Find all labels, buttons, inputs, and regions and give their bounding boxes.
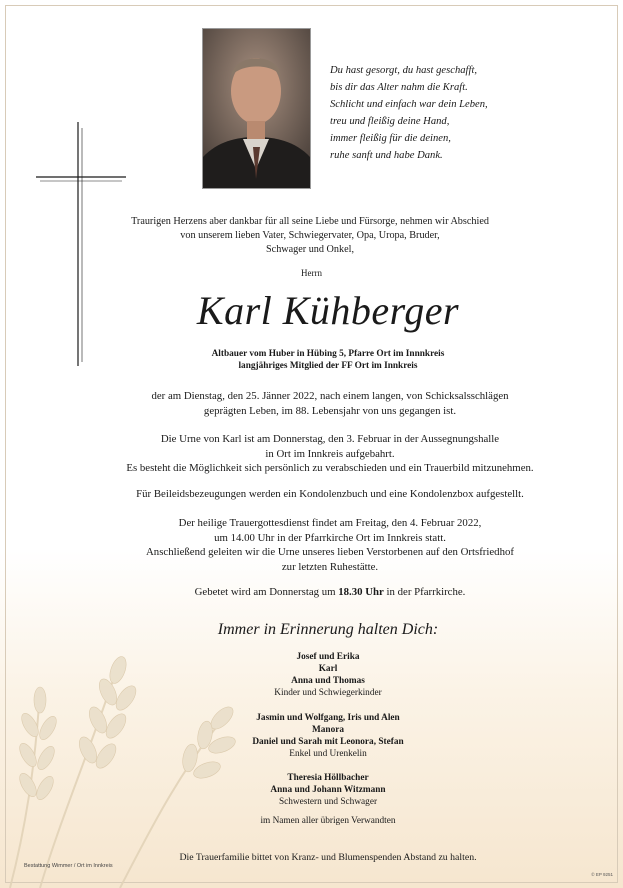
- family-relation: Kinder und Schwiegerkinder: [274, 688, 382, 698]
- prayer-paragraph: [40, 585, 620, 600]
- intro-line: Schwager und Onkel,: [266, 244, 354, 255]
- intro-text: [100, 215, 520, 257]
- prayer-suffix: in der Pfarrkirche.: [383, 586, 466, 598]
- death-paragraph: [40, 389, 620, 418]
- intro-line: Traurigen Herzens aber dankbar für all seine Liebe und Fürsorge, nehmen wir Abschied: [131, 216, 489, 227]
- paragraph-line: in Ort im Innkreis aufgebahrt.: [265, 447, 395, 460]
- paragraph-line: um 14.00 Uhr in der Pfarrkirche Ort im Innkreis statt.: [214, 531, 446, 544]
- funeral-home-credit: Bestattung Wimmer / Ort im Innkreis: [24, 863, 113, 869]
- family-names: Josef und Erika: [296, 652, 360, 662]
- paragraph-line: Der heilige Trauergottesdienst findet am Freitag, den 4. Februar 2022,: [178, 517, 482, 529]
- poem-line: Schlicht und einfach war dein Leben,: [330, 99, 488, 110]
- footer-note: Die Trauerfamilie bittet von Kranz- und Blumenspenden Abstand zu halten.: [179, 852, 477, 863]
- memory-heading: Immer in Erinnerung halten Dich:: [217, 621, 439, 638]
- family-relation: Enkel und Urenkelin: [289, 749, 367, 759]
- intro-line: von unserem lieben Vater, Schwiegervater, Opa, Uropa, Bruder,: [180, 230, 440, 241]
- poem-line: ruhe sanft und habe Dank.: [330, 150, 443, 161]
- deceased-subtitle: [0, 348, 623, 372]
- prayer-prefix: Gebetet wird am Donnerstag um: [194, 586, 339, 598]
- other-relatives: im Namen aller übrigen Verwandten: [260, 816, 396, 826]
- family-names: Daniel und Sarah mit Leonora, Stefan: [252, 737, 404, 747]
- portrait-image: [203, 29, 310, 188]
- subtitle-line: langjähriges Mitglied der FF Ort im Innkreis: [238, 361, 418, 371]
- family-names: Manora: [311, 725, 345, 735]
- poem-line: immer fleißig für die deinen,: [330, 133, 451, 144]
- family-relation: Schwestern und Schwager: [278, 797, 378, 807]
- family-names: Jasmin und Wolfgang, Iris und Alen: [256, 713, 400, 723]
- paragraph-line: geprägten Leben, im 88. Lebensjahr von uns gegangen ist.: [203, 404, 457, 417]
- salutation: Herrn: [301, 268, 322, 278]
- urn-paragraph: [40, 432, 620, 476]
- family-names: Anna und Thomas: [291, 676, 365, 686]
- service-paragraph: [40, 516, 620, 574]
- paragraph-line: der am Dienstag, den 25. Jänner 2022, nach einem langen, von Schicksalsschlägen: [151, 390, 509, 402]
- paragraph-line: Es besteht die Möglichkeit sich persönlich zu verabschieden und ein Trauerbild mitzunehmen.: [126, 462, 534, 474]
- family-group-grandchildren: [0, 712, 623, 760]
- poem-line: bis dir das Alter nahm die Kraft.: [330, 82, 468, 93]
- paragraph-line: Die Urne von Karl ist am Donnerstag, den 3. Februar in der Aussegnungshalle: [160, 433, 500, 445]
- subtitle-line: Altbauer vom Huber in Hübing 5, Pfarre Ort im Innnkreis: [211, 349, 445, 359]
- family-group-children: [0, 651, 623, 699]
- condolence-paragraph: [40, 487, 620, 502]
- portrait-photo: [202, 28, 311, 189]
- family-names: Anna und Johann Witzmann: [270, 785, 386, 795]
- prayer-time: 18.30 Uhr: [338, 586, 384, 598]
- family-group-siblings: [0, 772, 623, 808]
- paragraph-line: Für Beileidsbezeugungen werden ein Kondolenzbuch und eine Kondolenzbox aufgestellt.: [136, 488, 524, 500]
- poem-line: Du hast gesorgt, du hast geschafft,: [330, 65, 478, 76]
- poem: [330, 62, 560, 164]
- family-names: Karl: [318, 664, 338, 674]
- poem-line: treu und fleißig deine Hand,: [330, 116, 450, 127]
- family-names: Theresia Höllbacher: [287, 773, 369, 783]
- paragraph-line: zur letzten Ruhestätte.: [281, 560, 379, 573]
- template-code: © EP 9251: [591, 872, 613, 877]
- deceased-name: Karl Kühberger: [196, 288, 460, 333]
- paragraph-line: Anschließend geleiten wir die Urne unseres lieben Verstorbenen auf den Ortsfriedhof: [146, 546, 514, 558]
